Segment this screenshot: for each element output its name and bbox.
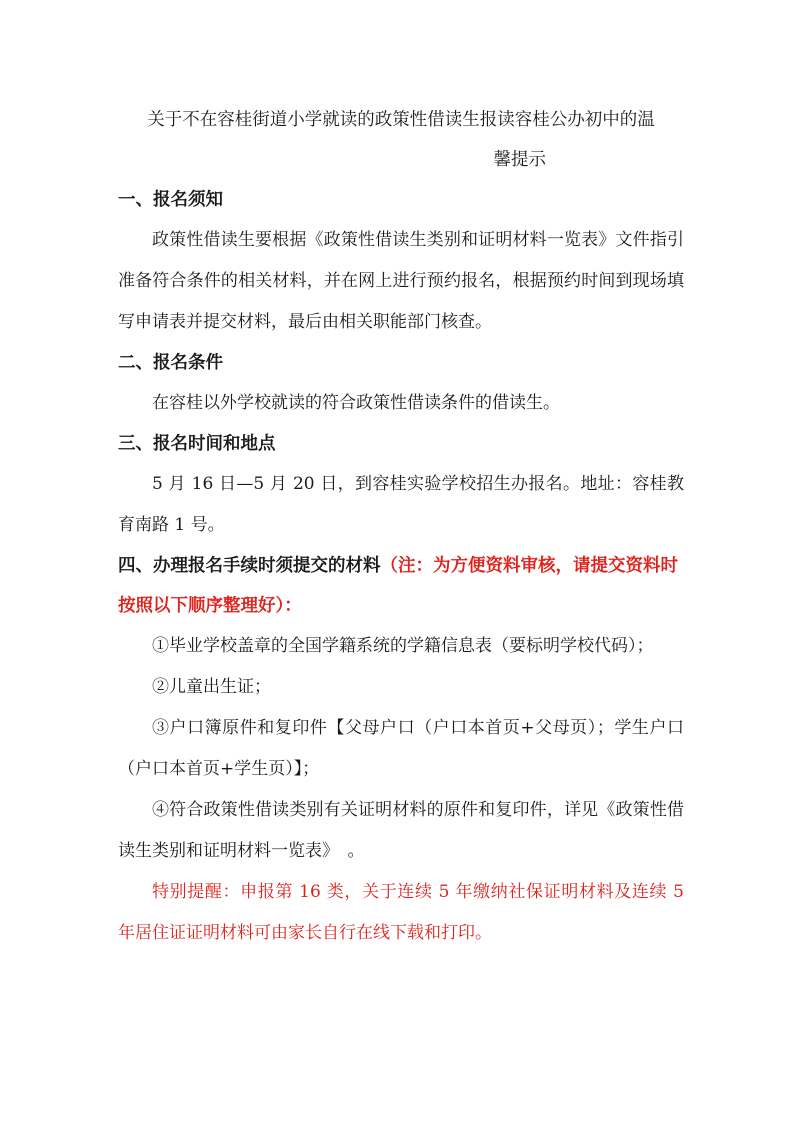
material-item-2: ②儿童出生证； [152,677,271,697]
section-3-heading: 三、报名时间和地点 [118,434,276,454]
document-page [118,100,684,954]
material-item-1: ①毕业学校盖章的全国学籍系统的学籍信息表（要标明学校代码）； [152,636,654,656]
section-1-body: 政策性借读生要根据《政策性借读生类别和证明材料一览表》文件指引准备符合条件的相关材料，并在网上进行预约报名，根据预约时间到现场填写申请表并提交材料，最后由相关职能部门核查。 [118,230,684,332]
material-item-4: ④符合政策性借读类别有关证明材料的原件和复印件，详见《政策性借读生类别和证明材料一览表》 。 [118,800,684,861]
section-4-heading [118,546,684,626]
special-reminder: 特别提醒：申报第 16 类，关于连续 5 年缴纳社保证明材料及连续 5 年居住证证明材料可由家长自行在线下载和打印。 [118,882,684,943]
section-2-body: 在容桂以外学校就读的符合政策性借读条件的借读生。 [152,393,560,413]
section-4-heading-text: 四、办理报名手续时须提交的材料 [118,556,381,576]
section-3-body: 5 月 16 日—5 月 20 日，到容桂实验学校招生办报名。地址：容桂教育南路 1 号。 [118,474,684,535]
section-2-heading: 二、报名条件 [118,353,223,373]
section-4-note: （注：为方便资料审核，请提交资料时按照以下顺序整理好）： [118,556,678,616]
material-item-3: ③户口簿原件和复印件【父母户口（户口本首页+父母页）；学生户口（户口本首页+学生页）】； [118,718,684,779]
section-1-heading: 一、报名须知 [118,190,223,210]
title-line-2: 馨提示 [493,150,546,170]
document-title [118,100,684,180]
title-line-1: 关于不在容桂街道小学就读的政策性借读生报读容桂公办初中的温 [147,110,655,130]
